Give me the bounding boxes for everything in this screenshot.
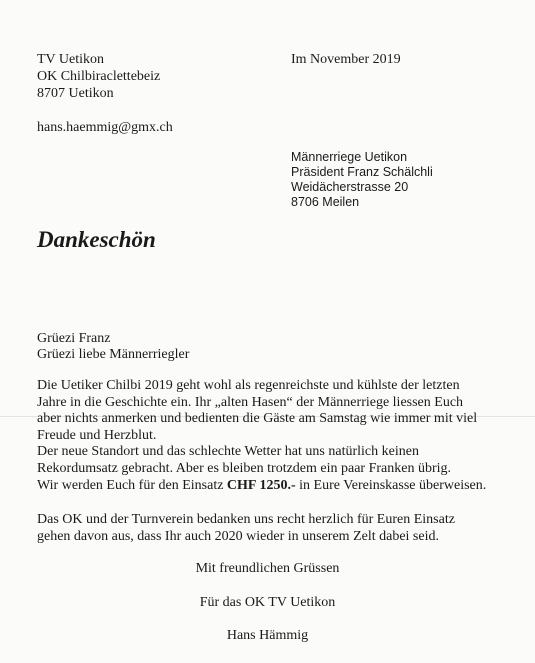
letter-title: Dankeschön: [37, 227, 156, 252]
greeting-line: Grüezi Franz: [37, 331, 111, 346]
recipient-street: Weidächerstrasse 20: [291, 180, 409, 194]
closing-regards: Mit freundlichen Grüssen: [195, 561, 340, 576]
body-line-amount: [37, 478, 486, 494]
donation-amount: CHF 1250.-: [226, 478, 296, 493]
sender-city: 8707 Uetikon: [37, 86, 114, 101]
body-line: Rekordumsatz gebracht. Aber es bleiben trotzdem ein paar Franken übrig.: [37, 461, 452, 476]
closing-organization: Für das OK TV Uetikon: [199, 595, 336, 610]
greeting-line: Grüezi liebe Männerriegler: [37, 347, 190, 362]
recipient-president: Präsident Franz Schälchli: [291, 165, 433, 179]
sender-email: hans.haemmig@gmx.ch: [37, 120, 173, 135]
body-line: gehen davon aus, dass Ihr auch 2020 wieder in unserem Zelt dabei seid.: [37, 529, 439, 544]
recipient-city: 8706 Meilen: [291, 195, 360, 209]
body-line: Der neue Standort und das schlechte Wetter hat uns natürlich keinen: [37, 444, 419, 459]
body-line: Jahre in die Geschichte ein. Ihr „alten Hasen“ der Männerriege liessen Euch: [37, 395, 464, 410]
letter-date: Im November 2019: [291, 52, 401, 67]
sender-org: TV Uetikon: [37, 52, 105, 67]
recipient-org: Männerriege Uetikon: [291, 150, 408, 164]
body-line: Das OK und der Turnverein bedanken uns recht herzlich für Euren Einsatz: [37, 512, 455, 527]
body-text-segment: in Eure Vereinskasse überweisen.: [295, 478, 487, 493]
body-line: Die Uetiker Chilbi 2019 geht wohl als regenreichste und kühlste der letzten: [37, 378, 460, 393]
body-line: aber nichts anmerken und bedienten die Gäste am Samstag wie immer mit viel: [37, 411, 478, 426]
body-line: Freude und Herzblut.: [37, 428, 157, 443]
signature-name: Hans Hämmig: [226, 628, 309, 643]
body-text-segment: Wir werden Euch für den Einsatz: [37, 478, 227, 493]
sender-committee: OK Chilbiraclettebeiz: [37, 69, 161, 84]
